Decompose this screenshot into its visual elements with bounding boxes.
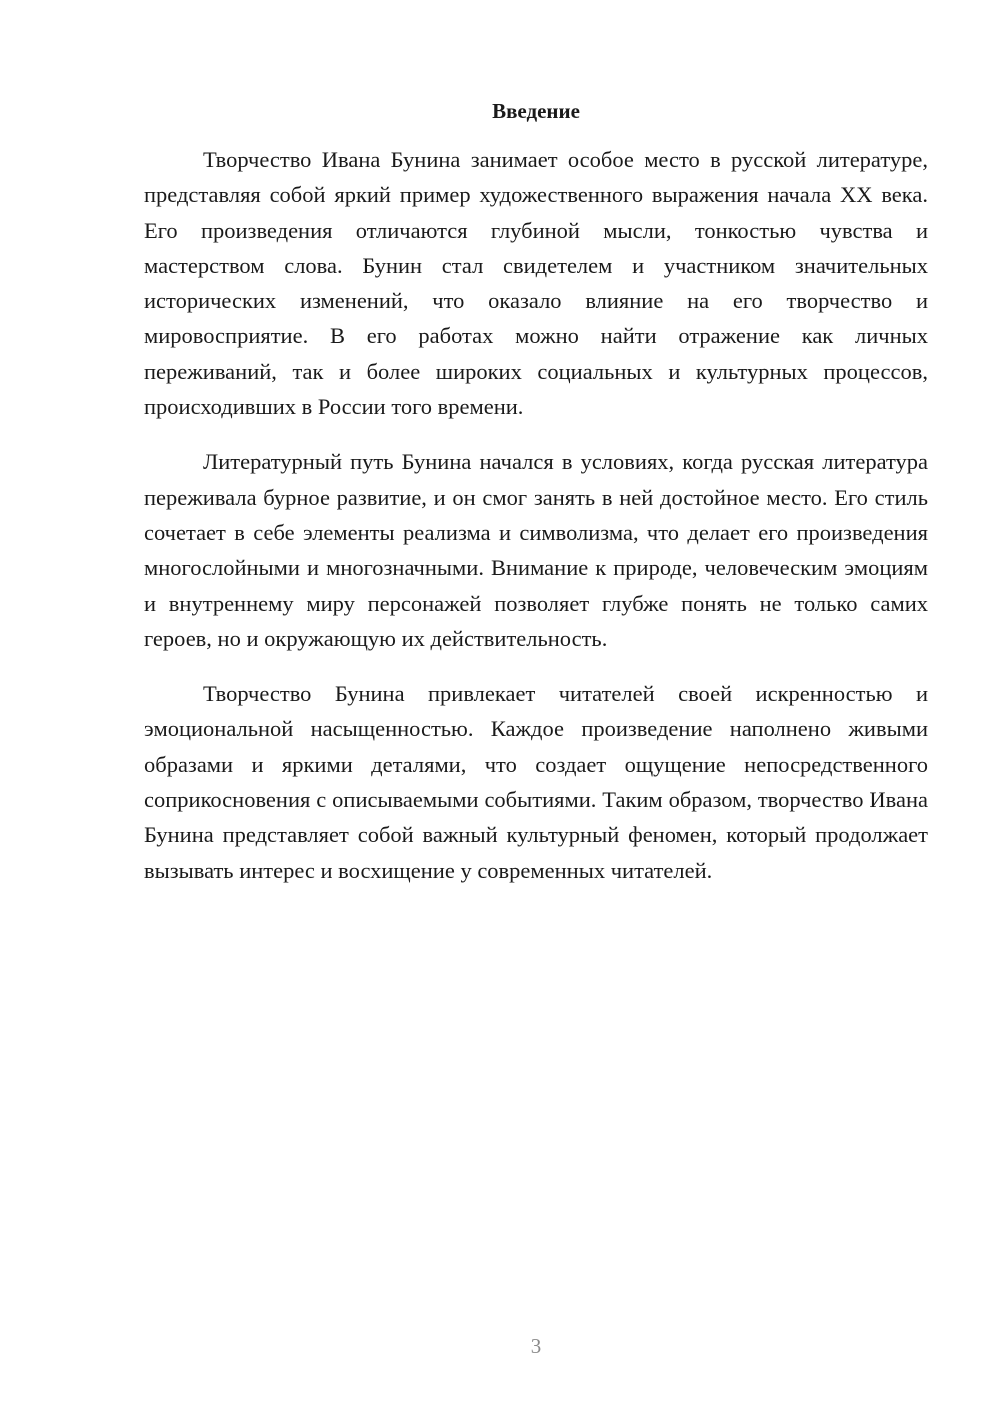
body-text bbox=[144, 142, 928, 908]
page-number: 3 bbox=[530, 1334, 542, 1358]
section-heading: Введение bbox=[492, 99, 580, 123]
paragraph-3: Творчество Бунина привлекает читателей своей искренностью и эмоциональной насыщенностью. Каждое произведение наполнено живыми образами и яркими деталями, что создает ощущение непосредственного соприкосновения с описываемыми событиями. Таким образом, творчество Ивана Бунина представляет собой важный культурный феномен, который продолжает вызывать интерес и восхищение у современных читателей. bbox=[144, 681, 928, 883]
paragraph-2: Литературный путь Бунина начался в условиях, когда русская литература переживала бурное развитие, и он смог занять в ней достойное место. Его стиль сочетает в себе элементы реализма и символизма, что делает его произведения многослойными и многозначными. Внимание к природе, человеческим эмоциям и внутреннему миру персонажей позволяет глубже понять не только самих героев, но и окружающую их действительность. bbox=[144, 449, 928, 651]
paragraph-1: Творчество Ивана Бунина занимает особое место в русской литературе, представляя собой яркий пример художественного выражения начала XX века. Его произведения отличаются глубиной мысли, тонкостью чувства и мастерством слова. Бунин стал свидетелем и участником значительных исторических изменений, что оказало влияние на его творчество и мировосприятие. В его работах можно найти отражение как личных переживаний, так и более широких социальных и культурных процессов, происходивших в России того времени. bbox=[144, 147, 928, 420]
